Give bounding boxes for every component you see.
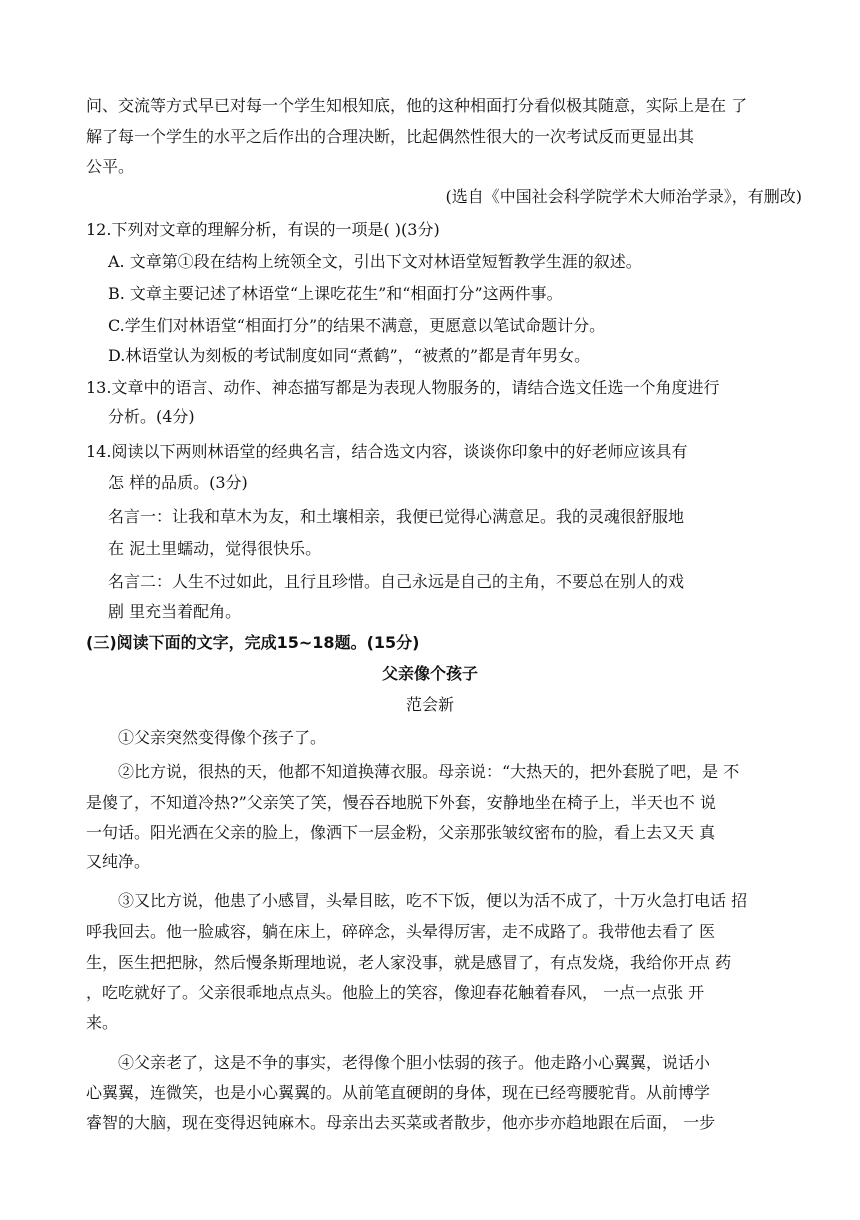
paragraph-2-line: ②比方说，很热的天，他都不知道换薄衣服。母亲说：“大热天的，把外套脱了吧，是 不 <box>118 762 740 781</box>
question-14-line: 14.阅读以下两则林语堂的经典名言，结合选文内容，谈谈你印象中的好老师应该具有 <box>86 442 688 461</box>
paragraph-1-line: ①父亲突然变得像个孩子了。 <box>118 728 327 747</box>
paragraph-4-line: 睿智的大脑，现在变得迟钝麻木。母亲出去买菜或者散步，他亦步亦趋地跟在后面， 一步 <box>86 1113 716 1132</box>
paragraph-2-line: 又纯净。 <box>86 852 151 871</box>
quote-2-line: 名言二：人生不过如此，且行且珍惜。自己永远是自己的主角，不要总在别人的戏 <box>108 572 685 591</box>
question-13-line: 13.文章中的语言、动作、神态描写都是为表现人物服务的，请结合选文任选一个角度进行 <box>86 378 720 397</box>
question-12-option-c: C.学生们对林语堂“相面打分”的结果不满意，更愿意以笔试命题计分。 <box>108 316 606 335</box>
paragraph-4-line: 心翼翼，连微笑，也是小心翼翼的。从前笔直硬朗的身体，现在已经弯腰驼背。从前博学 <box>86 1083 711 1102</box>
source-citation: (选自《中国社会科学院学术大师治学录》，有删改) <box>445 187 802 206</box>
passage-line: 公平。 <box>86 157 135 176</box>
paragraph-3-line: 呼我回去。他一脸戚容，躺在床上，碎碎念，头晕得厉害，走不成路了。我带他去看了 医 <box>86 922 716 941</box>
paragraph-3-line: ③又比方说，他患了小感冒，头晕目眩，吃不下饭，便以为活不成了，十万火急打电话 招 <box>118 891 748 910</box>
quote-1-line: 在 泥土里蠕动，觉得很快乐。 <box>108 539 322 558</box>
paragraph-2-line: 是傻了，不知道冷热?”父亲笑了笑，慢吞吞地脱下外套，安静地坐在椅子上，半天也不 说 <box>86 793 716 812</box>
question-12-stem: 12.下列对文章的理解分析，有误的一项是( )(3分) <box>86 220 440 239</box>
paragraph-3-line: 生，医生把把脉，然后慢条斯理地说，老人家没事，就是感冒了，有点发烧，我给你开点 药 <box>86 953 732 972</box>
quote-1-line: 名言一：让我和草木为友，和土壤相亲，我便已觉得心满意足。我的灵魂很舒服地 <box>108 507 685 526</box>
question-12-option-d: D.林语堂认为刻板的考试制度如同“煮鹤”，“被煮的”都是青年男女。 <box>108 346 591 365</box>
article-author: 范会新 <box>405 695 454 714</box>
paragraph-4-line: ④父亲老了，这是不争的事实，老得像个胆小怯弱的孩子。他走路小心翼翼，说话小 <box>118 1053 711 1072</box>
paragraph-2-line: 一句话。阳光洒在父亲的脸上，像洒下一层金粉，父亲那张皱纹密布的脸，看上去又天 真 <box>86 823 716 842</box>
article-title: 父亲像个孩子 <box>381 664 478 683</box>
question-14-line: 怎 样的品质。(3分) <box>108 473 248 492</box>
section-heading: (三)阅读下面的文字，完成15~18题。(15分) <box>86 633 420 652</box>
question-12-option-a: A. 文章第①段在结构上统领全文，引出下文对林语堂短暂教学生涯的叙述。 <box>108 252 642 271</box>
quote-2-line: 剧 里充当着配角。 <box>108 602 242 621</box>
question-13-line: 分析。(4分) <box>108 407 195 426</box>
question-12-option-b: B. 文章主要记述了林语堂“上课吃花生”和“相面打分”这两件事。 <box>108 284 563 303</box>
passage-line: 问、交流等方式早已对每一个学生知根知底，他的这种相面打分看似极其随意，实际上是在 了 <box>86 96 748 115</box>
paragraph-3-line: 来。 <box>86 1013 119 1032</box>
passage-line: 解了每一个学生的水平之后作出的合理决断，比起偶然性很大的一次考试反而更显出其 <box>86 127 695 146</box>
paragraph-3-line: ，吃吃就好了。父亲很乖地点点头。他脸上的笑容，像迎春花触着春风， 一点一点张 开 <box>86 983 705 1002</box>
